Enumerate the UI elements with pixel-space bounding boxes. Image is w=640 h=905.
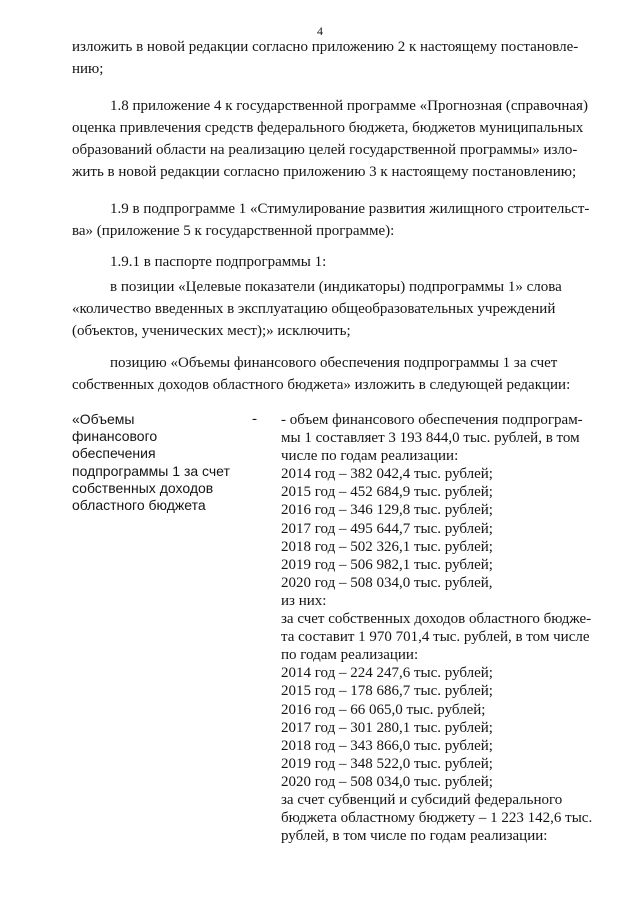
table-right-line: мы 1 составляет 3 193 844,0 тыс. рублей, в том [281,430,580,447]
table-left-line: «Объемы [72,411,135,427]
paragraph-continuation [72,36,602,80]
table-right-line: 2019 год – 348 522,0 тыс. рублей; [281,755,493,772]
table-dash: - [252,411,257,427]
table-right-line: 2020 год – 508 034,0 тыс. рублей; [281,773,493,790]
table-right-line: та составит 1 970 701,4 тыс. рублей, в том числе [281,629,590,646]
table-left-column [72,411,242,514]
paragraph-financing-position [72,352,602,396]
table-right-line: 2019 год – 506 982,1 тыс. рублей; [281,556,493,573]
table-right-line: числе по годам реализации: [281,448,459,465]
table-right-line: 2014 год – 382 042,4 тыс. рублей; [281,466,493,483]
text-line: 1.9 в подпрограмме 1 «Стимулирование развития жилищного строительст- [110,201,590,217]
text-line: 1.9.1 в паспорте подпрограммы 1: [110,254,327,270]
table-right-line: бюджета областному бюджету – 1 223 142,6 тыс. [281,810,593,827]
table-right-line: 2018 год – 502 326,1 тыс. рублей; [281,538,493,555]
table-right-column [281,411,601,845]
text-line: позицию «Объемы финансового обеспечения подпрограммы 1 за счет [110,355,558,371]
table-right-line: 2015 год – 178 686,7 тыс. рублей; [281,683,493,700]
paragraph-1-8 [72,95,602,183]
text-line: образований области на реализацию целей государственной программы» изло- [72,142,578,158]
table-right-line: рублей, в том числе по годам реализации: [281,828,548,845]
table-right-line: 2016 год – 346 129,8 тыс. рублей; [281,502,493,519]
table-left-line: областного бюджета [72,497,206,514]
paragraph-1-9 [72,198,602,242]
table-right-line: 2016 год – 66 065,0 тыс. рублей; [281,701,486,718]
table-right-line: по годам реализации: [281,647,419,664]
text-line: нию; [72,61,104,77]
text-line: собственных доходов областного бюджета» изложить в следующей редакции: [72,377,571,393]
table-right-line: 2020 год – 508 034,0 тыс. рублей, [281,574,493,591]
table-right-line: за счет субвенций и субсидий федерального [281,791,563,808]
table-right-line: - объем финансового обеспечения подпрограм- [281,412,583,428]
table-right-line: за счет собственных доходов областного бюдже- [281,611,592,628]
table-right-line: из них: [281,592,327,609]
table-right-line: 2017 год – 495 644,7 тыс. рублей; [281,520,493,537]
paragraph-indicators [72,276,602,342]
text-line: ва» (приложение 5 к государственной программе): [72,223,395,239]
table-right-line: 2014 год – 224 247,6 тыс. рублей; [281,665,493,682]
table-left-line: обеспечения [72,445,156,462]
page-number: 4 [317,24,323,38]
table-left-line: финансового [72,428,158,445]
text-line: «количество введенных в эксплуатацию общеобразовательных учреждений [72,301,556,317]
table-right-line: 2017 год – 301 280,1 тыс. рублей; [281,719,493,736]
table-right-line: 2015 год – 452 684,9 тыс. рублей; [281,484,493,501]
text-line: жить в новой редакции согласно приложению 3 к настоящему постановлению; [72,164,577,180]
table-left-line: собственных доходов [72,479,214,496]
text-line: 1.8 приложение 4 к государственной программе «Прогнозная (справочная) [110,98,588,114]
text-line: оценка привлечения средств федерального бюджета, бюджетов муниципальных [72,120,584,136]
text-line: изложить в новой редакции согласно приложению 2 к настоящему постановле- [72,39,579,55]
text-line: (объектов, ученических мест);» исключить; [72,323,351,339]
table-right-line: 2018 год – 343 866,0 тыс. рублей; [281,737,493,754]
text-line: в позиции «Целевые показатели (индикаторы) подпрограммы 1» слова [110,279,562,295]
table-left-line: подпрограммы 1 за счет [72,462,230,479]
paragraph-1-9-1 [72,251,602,273]
